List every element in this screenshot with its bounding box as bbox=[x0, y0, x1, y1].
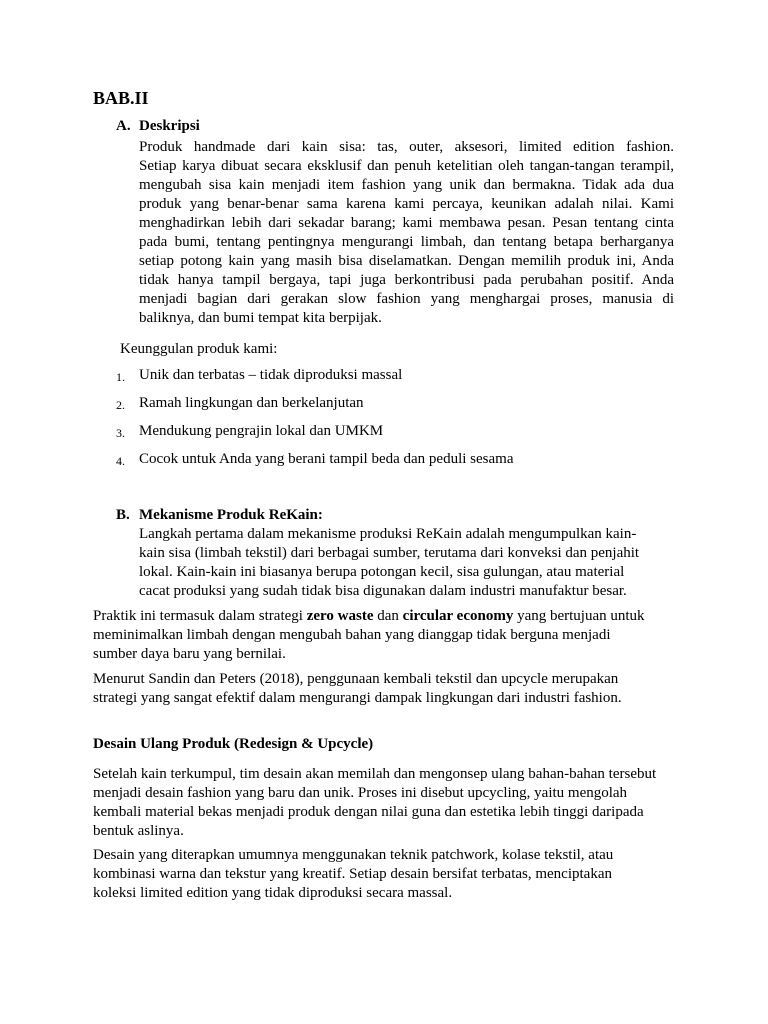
body-line: kembali material bekas menjadi produk dengan nilai guna dan estetika lebih tinggi daripada bbox=[93, 804, 644, 820]
chapter-title: BAB.II bbox=[93, 88, 149, 108]
body-line: menjadi bagian dari gerakan slow fashion yang menghargai proses, manusia di bbox=[139, 291, 674, 307]
desain-title: Desain Ulang Produk (Redesign & Upcycle) bbox=[93, 736, 374, 752]
body-line: lokal. Kain-kain ini biasanya berupa potongan kecil, sisa gulungan, atau material bbox=[139, 564, 625, 580]
advantages-intro: Keunggulan produk kami: bbox=[120, 341, 278, 357]
body-line: menjadi desain fashion yang baru dan unik. Proses ini disebut upcycling, yaitu mengolah bbox=[93, 785, 628, 801]
list-item: Cocok untuk Anda yang berani tampil beda dan peduli sesama bbox=[139, 451, 514, 467]
body-line: koleksi limited edition yang tidak diproduksi secara massal. bbox=[93, 885, 453, 901]
body-line: Menurut Sandin dan Peters (2018), penggunaan kembali tekstil dan upcycle merupakan bbox=[93, 671, 619, 687]
circular-economy-term: circular economy bbox=[402, 608, 514, 624]
list-item: Mendukung pengrajin lokal dan UMKM bbox=[139, 423, 384, 439]
body-line: tidak hanya tampil bergaya, tapi juga berkontribusi pada perubahan positif. Anda bbox=[139, 272, 674, 288]
body-line: cacat produksi yang sudah tidak bisa digunakan dalam industri manufaktur besar. bbox=[139, 583, 627, 599]
body-line: kombinasi warna dan tekstur yang kreatif. Setiap desain bersifat terbatas, menciptakan bbox=[93, 866, 612, 882]
section-a-letter: A. bbox=[116, 118, 131, 134]
body-line: strategi yang sangat efektif dalam mengurangi dampak lingkungan dari industri fashion. bbox=[93, 690, 622, 706]
body-line: sumber daya baru yang bernilai. bbox=[93, 646, 286, 662]
section-b-letter: B. bbox=[116, 507, 130, 523]
list-item: Ramah lingkungan dan berkelanjutan bbox=[139, 395, 364, 411]
desain-paragraph-1 bbox=[93, 765, 693, 841]
section-b-title: Mekanisme Produk ReKain: bbox=[139, 507, 323, 523]
section-b-body bbox=[139, 525, 674, 601]
list-number: 3. bbox=[116, 426, 125, 440]
list-number: 4. bbox=[116, 454, 125, 468]
text-run: yang bertujuan untuk bbox=[513, 608, 645, 624]
body-line: setiap potong kain yang masih bisa diselamatkan. Dengan memilih produk ini, Anda bbox=[139, 253, 674, 269]
body-line: pada bumi, tentang pentingnya mengurangi limbah, dan tentang betapa berharganya bbox=[139, 234, 674, 250]
text-run: dan bbox=[373, 608, 403, 624]
text-run: Praktik ini termasuk dalam strategi bbox=[93, 608, 307, 624]
list-item: Unik dan terbatas – tidak diproduksi massal bbox=[139, 367, 403, 383]
menurut-paragraph bbox=[93, 670, 683, 708]
body-line: Desain yang diterapkan umumnya menggunakan teknik patchwork, kolase tekstil, atau bbox=[93, 847, 614, 863]
list-number: 2. bbox=[116, 398, 125, 412]
zero-waste-term: zero waste bbox=[306, 608, 374, 624]
section-a-body bbox=[139, 138, 674, 328]
body-line: kain sisa (limbah tekstil) dari berbagai sumber, terutama dari konveksi dan penjahit bbox=[139, 545, 640, 561]
body-line: Setelah kain terkumpul, tim desain akan memilah dan mengonsep ulang bahan-bahan tersebut bbox=[93, 766, 657, 782]
section-a-title: Deskripsi bbox=[139, 118, 200, 134]
body-line: Langkah pertama dalam mekanisme produksi ReKain adalah mengumpulkan kain- bbox=[139, 526, 637, 542]
body-line: produk yang benar-benar sama karena kami percaya, keunikan adalah nilai. Kami bbox=[139, 196, 674, 212]
desain-paragraph-2 bbox=[93, 846, 693, 903]
body-line: mengubah sisa kain menjadi item fashion yang unik dan bermakna. Tidak ada dua bbox=[139, 177, 674, 193]
body-line: menghadirkan lebih dari sekadar barang; kami membawa pesan. Pesan tentang cinta bbox=[139, 215, 674, 231]
praktik-paragraph bbox=[93, 607, 683, 664]
list-number: 1. bbox=[116, 370, 125, 384]
body-line: bentuk aslinya. bbox=[93, 823, 184, 839]
body-line bbox=[93, 607, 683, 626]
body-line: meminimalkan limbah dengan mengubah bahan yang dianggap tidak berguna menjadi bbox=[93, 627, 611, 643]
body-line: Setiap karya dibuat secara eksklusif dan penuh ketelitian oleh tangan-tangan terampil, bbox=[139, 158, 674, 174]
body-line: baliknya, dan bumi tempat kita berpijak. bbox=[139, 310, 382, 326]
body-line: Produk handmade dari kain sisa: tas, outer, aksesori, limited edition fashion. bbox=[139, 139, 674, 155]
